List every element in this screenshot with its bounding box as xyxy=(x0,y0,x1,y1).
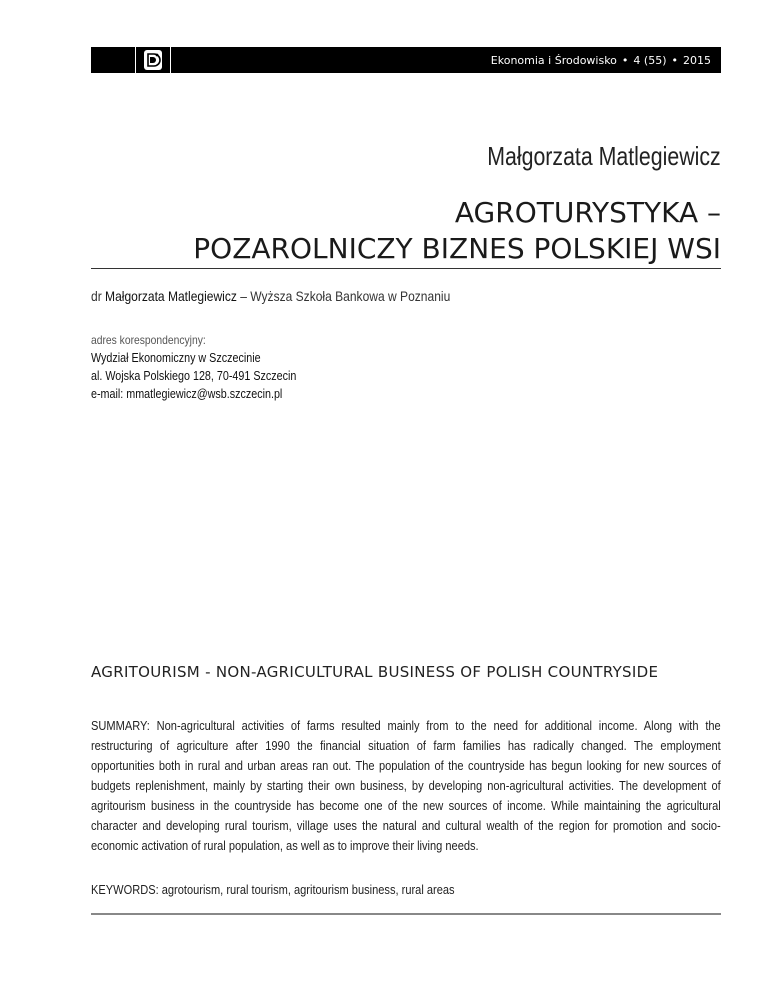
journal-year: 2015 xyxy=(683,53,711,67)
article-title xyxy=(193,195,721,267)
address-label: adres korespondencyjny: xyxy=(91,333,206,347)
email-address: e-mail: mmatlegiewicz@wsb.szczecin.pl xyxy=(91,387,283,401)
title-divider xyxy=(91,268,721,269)
journal-issue: 4 (55) xyxy=(633,53,667,67)
keywords: KEYWORDS: agrotourism, rural tourism, agritourism business, rural areas xyxy=(91,882,455,897)
header-bar-left xyxy=(91,47,135,73)
address-line-2: al. Wojska Polskiego 128, 70-491 Szczecin xyxy=(91,369,297,383)
author-degree: dr xyxy=(91,288,102,304)
title-line-2: POZAROLNICZY BIZNES POLSKIEJ WSI xyxy=(193,232,721,265)
header-separator: • xyxy=(671,53,678,67)
running-header xyxy=(171,47,721,73)
author-affiliation xyxy=(91,288,450,304)
english-title: AGRITOURISM - NON-AGRICULTURAL BUSINESS OF POLISH COUNTRYSIDE xyxy=(91,663,659,681)
author-heading: Małgorzata Matlegiewicz xyxy=(487,141,721,171)
journal-logo-icon xyxy=(136,47,170,73)
journal-name: Ekonomia i Środowisko xyxy=(490,53,617,67)
footer-divider xyxy=(91,913,721,915)
header-separator: • xyxy=(621,53,629,67)
author-name: Małgorzata Matlegiewicz xyxy=(105,288,237,304)
summary-paragraph: SUMMARY: Non-agricultural activities of farms resulted mainly from to the need for additional income. Along with the restructuring of agriculture after 1990 the financial situation of farm families has radically changed. The employment opportunities both in rural and urban areas ran out. The population of the countryside has begun looking for new sources of budgets replenishment, mainly by starting their own business, by developing non-agricultural activities. The development of agritourism business in the countryside has become one of the new sources of income. While maintaining the agricultural character and developing rural tourism, village uses the natural and cultural wealth of the region for promotion and socio-economic activation of rural population, as well as to improve their living needs. xyxy=(91,718,721,853)
address-line-1: Wydział Ekonomiczny w Szczecinie xyxy=(91,351,261,365)
author-institution: – Wyższa Szkoła Bankowa w Poznaniu xyxy=(236,288,451,304)
title-line-1: AGROTURYSTYKA – xyxy=(454,196,721,229)
